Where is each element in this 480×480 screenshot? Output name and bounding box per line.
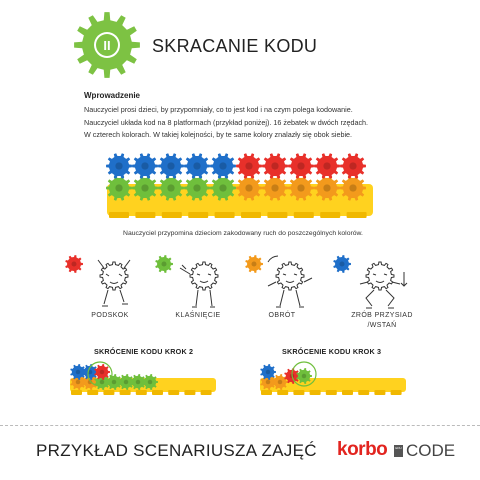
step-2-label: SKRÓCENIE KODU KROK 2 bbox=[94, 347, 194, 356]
platform-peg bbox=[135, 212, 155, 218]
gear-hub bbox=[302, 374, 306, 378]
brand-badge: EDU bbox=[394, 445, 403, 457]
platform-peg bbox=[374, 390, 385, 395]
kid-gear-figure bbox=[98, 260, 130, 306]
gear-hub bbox=[297, 184, 304, 191]
gear-hub bbox=[219, 162, 226, 169]
gear-hub bbox=[136, 380, 140, 384]
platform-peg bbox=[109, 212, 129, 218]
platform-peg bbox=[241, 212, 261, 218]
gear-hub bbox=[141, 184, 148, 191]
code-board-illustration bbox=[105, 150, 375, 222]
step-2-board-illustration bbox=[68, 360, 218, 400]
gear-hub bbox=[339, 261, 344, 266]
intro-line: Nauczyciel układa kod na 8 platformach (przykład poniżej). 16 żebatek w dwóch rzędach. bbox=[84, 117, 369, 127]
platform-peg bbox=[168, 390, 179, 395]
footer-divider bbox=[0, 425, 480, 426]
gear-hub bbox=[100, 370, 104, 374]
kid-gear-figure bbox=[180, 262, 218, 307]
gear-hub bbox=[161, 261, 166, 266]
platform-peg bbox=[162, 212, 182, 218]
gear-hub bbox=[297, 162, 304, 169]
gear-hub bbox=[193, 162, 200, 169]
intro-line: W czterech kolorach. W takiej kolejności, by te same kolory znalazły się obok siebie. bbox=[84, 130, 353, 139]
gear-hub bbox=[100, 380, 104, 384]
gear-hub bbox=[245, 162, 252, 169]
brand-suffix: CODE bbox=[406, 441, 456, 460]
intro-body bbox=[84, 104, 404, 142]
action-label-clap: KLAŚNIĘCIE bbox=[175, 312, 221, 319]
step-3-board-illustration bbox=[258, 360, 408, 400]
gear-hub bbox=[76, 370, 80, 374]
gear-hub bbox=[71, 261, 76, 266]
platform-peg bbox=[261, 390, 272, 395]
platform-peg bbox=[188, 212, 208, 218]
page-title: SKRACANIE KODU bbox=[152, 36, 318, 56]
gear-hub bbox=[167, 162, 174, 169]
gear-hub bbox=[245, 184, 252, 191]
platform-peg bbox=[293, 390, 304, 395]
gear-hub bbox=[167, 184, 174, 191]
intro-line: Nauczyciel prosi dzieci, by przypomniały, co to jest kod i na czym polega kodowanie. bbox=[84, 105, 353, 114]
gear-hub bbox=[251, 261, 256, 266]
platform-peg bbox=[152, 390, 163, 395]
intro-heading: Wprowadzenie bbox=[84, 91, 141, 100]
platform-peg bbox=[347, 212, 367, 218]
gear-hub bbox=[115, 162, 122, 169]
gear-hub bbox=[323, 162, 330, 169]
platform-peg bbox=[391, 390, 402, 395]
gear-badge-icon bbox=[72, 10, 142, 80]
platform-peg bbox=[71, 390, 82, 395]
platform-peg bbox=[342, 390, 353, 395]
gear-hub bbox=[266, 380, 270, 384]
gear-hub bbox=[349, 184, 356, 191]
platform-peg bbox=[184, 390, 195, 395]
badge-numeral: II bbox=[103, 38, 111, 53]
gear-hub bbox=[115, 184, 122, 191]
kid-gear-figure bbox=[268, 256, 312, 307]
gear-hub bbox=[271, 162, 278, 169]
brand-main: korbo bbox=[337, 439, 388, 460]
gear-hub bbox=[278, 380, 282, 384]
gear-hub bbox=[349, 162, 356, 169]
gear-hub bbox=[141, 162, 148, 169]
platform-peg bbox=[294, 212, 314, 218]
gear-hub bbox=[76, 380, 80, 384]
footer-title: PRZYKŁAD SCENARIUSZA ZAJĘĆ bbox=[36, 441, 317, 460]
gear-hub bbox=[112, 380, 116, 384]
platform-peg bbox=[277, 390, 288, 395]
gear-hub bbox=[148, 380, 152, 384]
platform-peg bbox=[120, 390, 131, 395]
platform-peg bbox=[267, 212, 287, 218]
action-label-squat bbox=[334, 311, 430, 331]
gear-hub bbox=[124, 380, 128, 384]
platform-peg bbox=[136, 390, 147, 395]
recall-text: Nauczyciel przypomina dzieciom zakodowany ruch do poszczególnych kolorów. bbox=[123, 230, 363, 237]
action-label-spin: OBRÓT bbox=[268, 312, 296, 319]
kid-gear-figure bbox=[360, 262, 407, 308]
platform-peg bbox=[103, 390, 114, 395]
step-3-label: SKRÓCENIE KODU KROK 3 bbox=[282, 347, 382, 356]
gear-hub bbox=[193, 184, 200, 191]
gear-hub bbox=[323, 184, 330, 191]
platform-peg bbox=[310, 390, 321, 395]
gear-hub bbox=[271, 184, 278, 191]
platform-peg bbox=[320, 212, 340, 218]
gear-hub bbox=[266, 370, 270, 374]
platform-peg bbox=[87, 390, 98, 395]
platform-peg bbox=[326, 390, 337, 395]
platform-peg bbox=[201, 390, 212, 395]
action-label-squat-line1: ZRÓB PRZYSIAD bbox=[351, 312, 413, 319]
gear-hub bbox=[219, 184, 226, 191]
action-label-jump: PODSKOK bbox=[91, 312, 129, 319]
action-label-squat-line2: /WSTAŃ bbox=[367, 322, 397, 329]
platform-peg bbox=[215, 212, 235, 218]
platform-peg bbox=[358, 390, 369, 395]
